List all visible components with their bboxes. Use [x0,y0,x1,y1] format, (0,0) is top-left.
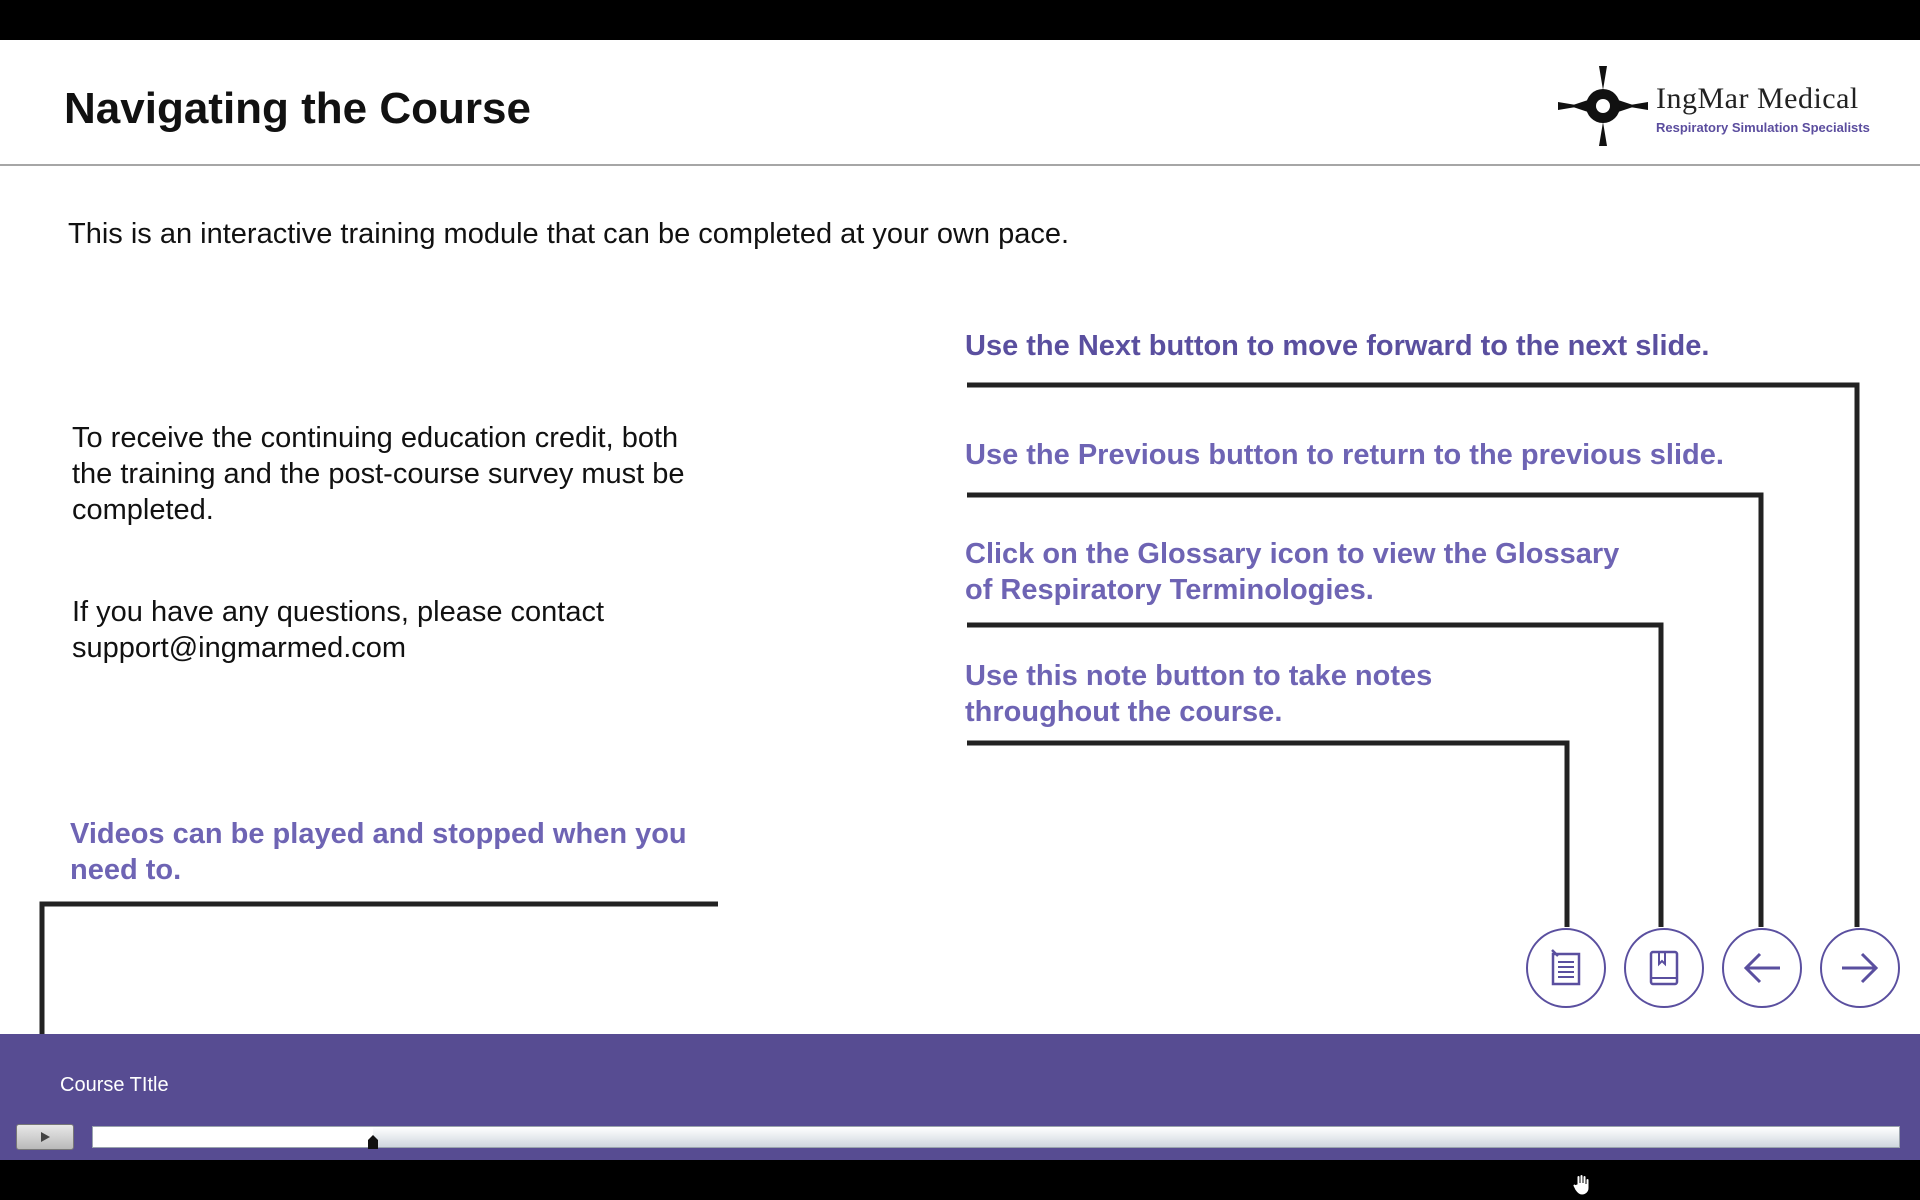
credit-text-line: the training and the post-course survey must be [72,458,685,490]
page-title: Navigating the Course [64,84,531,133]
credit-text-line: To receive the continuing education credit, both [72,422,679,454]
contact-email: support@ingmarmed.com [72,632,407,664]
connector-notes [967,743,1567,927]
course-title: Course TItle [60,1074,169,1096]
hand-cursor-icon [1570,1174,1592,1196]
callout-notes-line: throughout the course. [965,696,1283,728]
progress-fill [93,1127,373,1147]
progress-bar[interactable] [92,1126,1900,1148]
intro-text: This is an interactive training module that can be completed at your own pace. [68,218,1070,250]
logo-name: IngMar Medical [1656,82,1859,115]
notes-button[interactable] [1526,928,1606,1008]
player-bar [0,1034,1920,1160]
callout-glossary-line: of Respiratory Terminologies. [965,574,1374,606]
next-button[interactable] [1820,928,1900,1008]
logo-tagline: Respiratory Simulation Specialists [1656,120,1870,135]
connector-previous [967,495,1761,927]
callout-videos-line: need to. [70,854,182,886]
connector-glossary [967,625,1661,927]
callout-next-line: Use the Next button to move forward to the next slide. [965,330,1710,362]
progress-handle[interactable] [368,1135,378,1149]
callout-videos-line: Videos can be played and stopped when you [70,818,687,850]
credit-text-line: completed. [72,494,214,526]
callout-notes-line: Use this note button to take notes [965,660,1433,692]
previous-button[interactable] [1722,928,1802,1008]
book-icon [1642,946,1686,990]
connector-next [967,385,1857,927]
arrow-left-icon [1738,944,1786,992]
arrow-right-icon [1836,944,1884,992]
contact-text-line: If you have any questions, please contact [72,596,605,628]
glossary-button[interactable] [1624,928,1704,1008]
slide [0,40,1920,1160]
callout-previous-line: Use the Previous button to return to the previous slide. [965,439,1724,471]
play-icon [38,1130,52,1144]
play-button[interactable] [16,1124,74,1150]
note-icon [1544,946,1588,990]
callout-glossary-line: Click on the Glossary icon to view the Glossary [965,538,1620,570]
